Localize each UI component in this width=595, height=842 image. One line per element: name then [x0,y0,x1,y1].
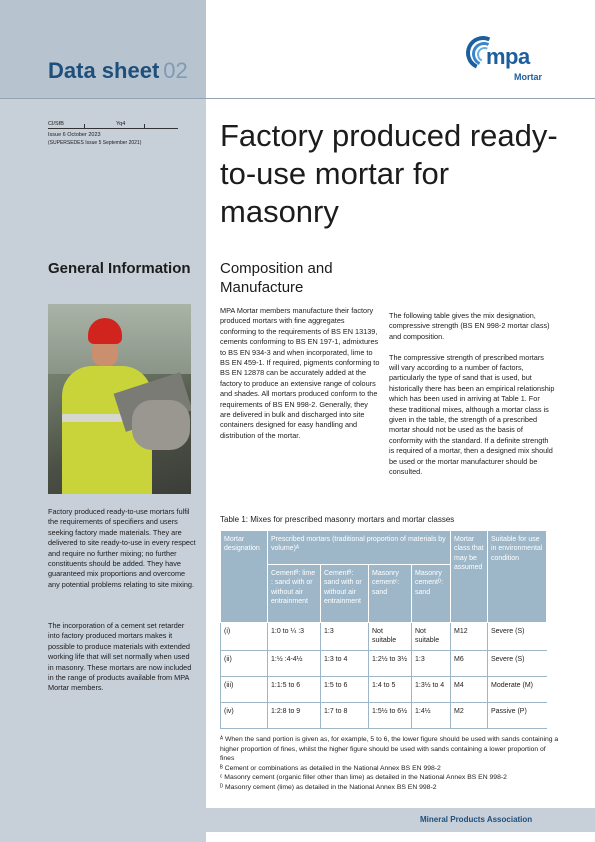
subheader-masonry-cement-c: Masonry cementᶜ: sand [369,565,412,623]
classification-code: Yq4 [116,121,126,127]
datasheet-title [48,58,188,84]
header-divider [0,98,595,99]
cell-suitable: Severe (S) [488,623,547,651]
cell-class: M2 [451,702,488,728]
issue-info: Issue 6 October 2023 [48,132,101,138]
meta-tick [84,124,85,128]
header-designation: Mortar designation [221,531,268,623]
note-c: ᶜ Masonry cement (organic filler other than lime) as detailed in the National Annex BS EN 998-2 [220,774,507,782]
cell-mix-a: 1:0 to ¼ :3 [268,623,321,651]
cell-suitable: Passive (P) [488,702,547,728]
datasheet-number: 02 [163,58,188,83]
datasheet-label: Data sheet [48,58,160,83]
header-suitable: Suitable for use in environmental condition [488,531,547,623]
document-meta [48,119,178,147]
table-row [221,676,547,702]
body-paragraph: The compressive strength of prescribed mortars will vary according to a number of factors, particularly the type of sand that is used, but historically there has been an empirical relationship which has been used in arriving at Table 1. For these traditional mixes, although a mortar class is given in the table, the strength of a prescribed mortar should not be used as the basis of conformity with the standard. If a definite strength is required of a mortar, then a designed mix should be used or the mortar manufacturer should be consulted. [389,352,555,477]
table-title: Table 1: Mixes for prescribed masonry mortars and mortar classes [220,515,455,524]
table-row [221,702,547,728]
cell-mix-d: 1:3 [412,650,451,676]
cell-designation: (ii) [221,650,268,676]
mortar-table [220,530,547,729]
logo-word: mpa [486,44,530,69]
meta-tick-2 [144,124,145,128]
cell-designation: (iv) [221,702,268,728]
sidebar-paragraph-2: The incorporation of a cement set retarder into factory produced mortars makes it possible to produce materials with extended working life that will set normally when used in masonry. These mortars are now included in the range of products available from MPA Mortar members. [48,621,192,693]
body-column-1: MPA Mortar members manufacture their factory produced mortars with fine aggregates conforming to the requirements of BS EN 13139, cements conforming to BS EN 197-1, admixtures to BS EN 934-3 and when incorporated, lime to BS EN 459-1. If required, pigments conforming to BS EN 12878 can be accurately added at the factory to produce an extensive range of colours and shades. All mortars produced conform to the requirements of BS EN 998-2. Generally, they are delivered in bulk and discharged into site containers designed for easy handling and distribution of the mortar. [220,306,380,440]
worker-photo [48,304,191,494]
note-d: ᴰ Masonry cement (lime) as detailed in the National Annex BS EN 998-2 [220,783,437,791]
sidebar-paragraph-1: Factory produced ready-to-use mortars fulfil the requirements of specifiers and users seeking factory made materials. They are delivered to site ready-to-use in every respect and require no further mixing; no further constituents should be added. They have guaranteed mix proportions and overcome any potential problems relating to site mixing. [48,507,196,589]
table-row [221,650,547,676]
photo-helmet [88,318,122,344]
subheader-masonry-cement-d: Masonry cementᴰ: sand [412,565,451,623]
cell-mix-c: 1:2½ to 3½ [369,650,412,676]
table-notes [220,735,560,793]
body-column-2 [389,311,555,477]
cell-designation: (iii) [221,676,268,702]
cell-class: M4 [451,676,488,702]
cell-mix-b: 1:3 to 4 [321,650,369,676]
cell-suitable: Severe (S) [488,650,547,676]
header-prescribed: Prescribed mortars (traditional proportion of materials by volume)ᴬ [268,531,451,565]
cell-mix-b: 1:3 [321,623,369,651]
subheader-cement-lime-sand: Cementᴮ: lime : sand with or without air entrainment [268,565,321,623]
cell-designation: (i) [221,623,268,651]
table-row [221,623,547,651]
cell-class: M6 [451,650,488,676]
cell-mix-a: 1:1:5 to 6 [268,676,321,702]
note-b: ᴮ Cement or combinations as detailed in the National Annex BS EN 998-2 [220,764,441,772]
sidebar-heading: General Information [48,260,191,277]
cell-mix-b: 1:7 to 8 [321,702,369,728]
section-title: Composition and Manufacture [220,260,333,296]
mpa-logo [466,34,556,86]
photo-mortar [132,400,190,450]
page-title: Factory produced ready-to-use mortar for masonry [220,118,558,229]
cell-mix-d: 1:4½ [412,702,451,728]
cell-mix-c: Not suitable [369,623,412,651]
footer-band [206,808,595,832]
cell-mix-d: 1:3½ to 4 [412,676,451,702]
cell-mix-d: Not suitable [412,623,451,651]
body-paragraph: The following table gives the mix designation, compressive strength (BS EN 998-2 mortar class) and composition. [389,311,550,341]
cell-suitable: Moderate (M) [488,676,547,702]
subheader-cement-sand: Cementᴮ: sand with or without air entrainment [321,565,369,623]
note-a: ᴬ When the sand portion is given as, for example, 5 to 6, the lower figure should be used with sands containing a higher proportion of fines, whilst the higher figure should be used with sands containing a lower proportion of fines [220,736,559,763]
cell-mix-c: 1:5½ to 6½ [369,702,412,728]
header-class: Mortar class that may be assumed [451,531,488,623]
cell-class: M12 [451,623,488,651]
supersedes-info: (SUPERSEDES Issue 5 September 2021) [48,140,142,146]
cell-mix-c: 1:4 to 5 [369,676,412,702]
logo-subtitle: Mortar [514,72,543,82]
cell-mix-a: 1:½ :4-4½ [268,650,321,676]
cisfb-code: CI/SfB [48,121,64,127]
footer-text: Mineral Products Association [420,815,533,824]
cell-mix-b: 1:5 to 6 [321,676,369,702]
cell-mix-a: 1:2:8 to 9 [268,702,321,728]
